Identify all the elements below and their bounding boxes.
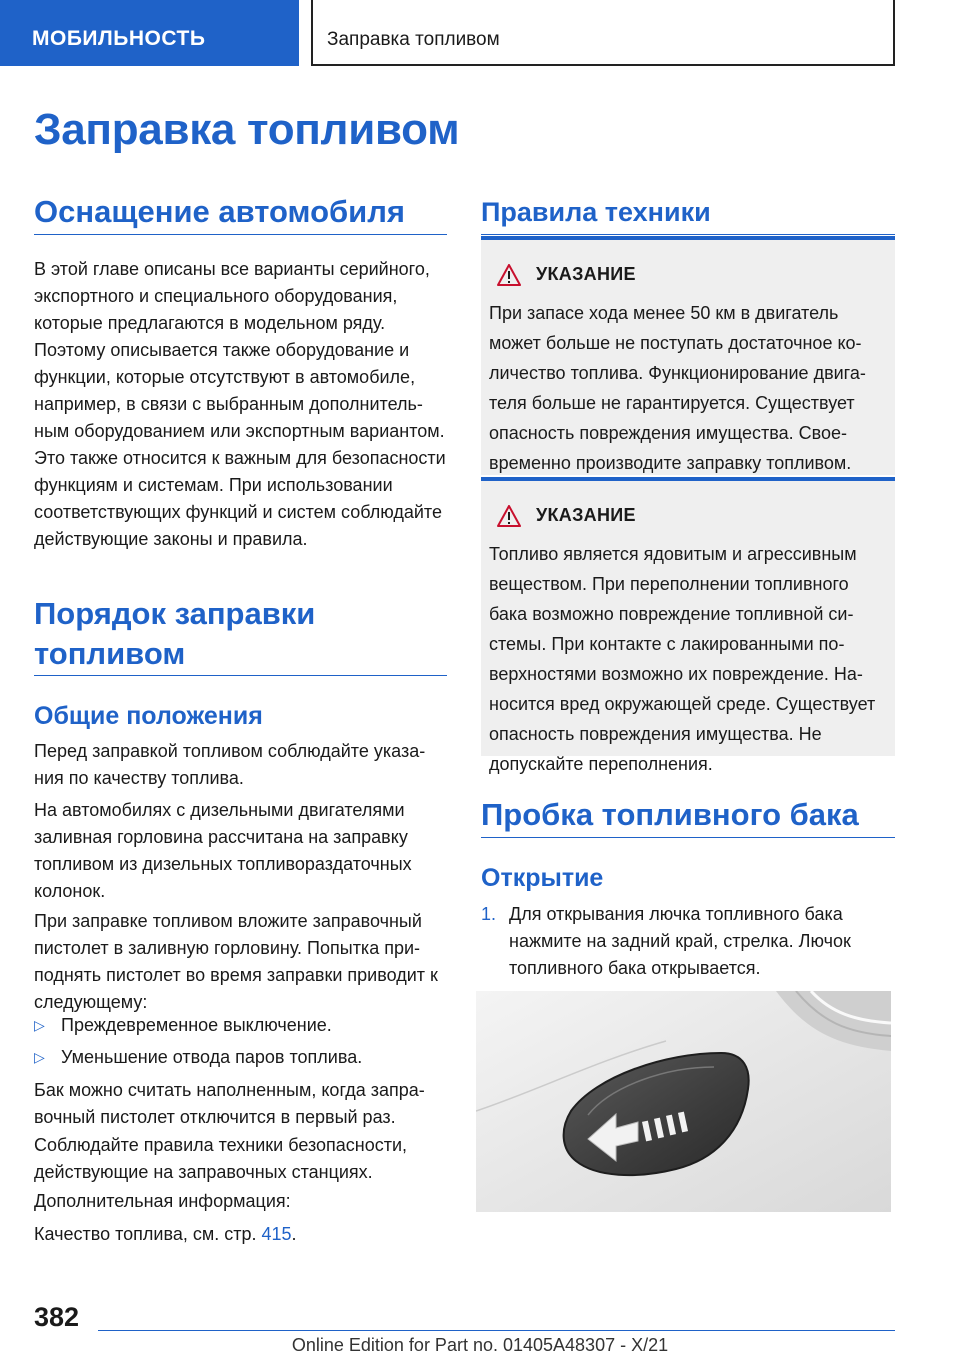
fuel-flap-illustration bbox=[476, 991, 891, 1212]
general-para-1: Перед заправкой топливом соблюдайте указания по качеству топлива. bbox=[34, 741, 426, 788]
fuel-cap-heading: Пробка топливного бака bbox=[481, 797, 859, 832]
general-para-2: На автомобилях с дизельными двигателями заливная горловина рассчитана на заправку топливом из дизельных топливораздаточных колонок. bbox=[34, 800, 412, 901]
general-para-5: Соблюдайте правила техники безопасности, действующие на заправочных станциях. bbox=[34, 1135, 408, 1182]
opening-heading: Открытие bbox=[481, 864, 604, 892]
equipment-heading: Оснащение автомобиля bbox=[34, 194, 405, 229]
triangle-right-icon: ▷ bbox=[34, 1017, 45, 1033]
procedure-heading: Порядок заправки топливом bbox=[34, 596, 316, 671]
warning-header-2 bbox=[489, 503, 887, 531]
equipment-text: В этой главе описаны все варианты серийного, экспортного и специального оборудования, которые предлагаются в модельном ряду. Поэтому описывается также оборудование и функции, которые отсутствуют в автомобиле, например, в связи с выбранным дополнительным оборудованием или экспортным вариантом. Это также относится к важным для безопасности функциям и системам. При использовании соответствующих функций и систем соблюдайте действующие законы и правила. bbox=[34, 259, 446, 549]
header-chapter-box: Заправка топливом bbox=[311, 0, 895, 66]
page-number: 382 bbox=[34, 1302, 80, 1332]
warning-title-1: УКАЗАНИЕ bbox=[536, 264, 636, 284]
procedure-heading-rule bbox=[34, 675, 447, 676]
safety-heading: Правила техники bbox=[481, 197, 711, 227]
warning-triangle-icon bbox=[497, 505, 521, 527]
general-para-4: Бак можно считать наполненным, когда заправочный пистолет отключится в первый раз. bbox=[34, 1080, 425, 1127]
page-title: Заправка топливом bbox=[34, 105, 460, 154]
warning-text-2: Топливо является ядовитым и агрессивным веществом. При переполнении топливного бака возможно повреждение топливной системы. При контакте с лакированными поверхностями возможно их повреждение. Наносится вред окружающей среде. Существует опасность повреждения имущества. Не допускайте переполнения. bbox=[489, 544, 876, 774]
warning-triangle-icon bbox=[497, 264, 521, 286]
equipment-heading-rule bbox=[34, 234, 447, 235]
fuel-quality-ref-suffix: . bbox=[291, 1224, 297, 1244]
fuel-quality-page-link[interactable]: 415 bbox=[261, 1224, 292, 1244]
footer-edition: Online Edition for Part no. 01405A48307 - X/21 bbox=[291, 1335, 669, 1355]
footer-rule bbox=[98, 1330, 895, 1331]
step-text-1: Для открывания лючка топливного бака нажмите на задний край, стрелка. Лючок топливного бака открывается. bbox=[509, 904, 851, 978]
general-heading: Общие положения bbox=[34, 702, 263, 730]
step-number-1: 1. bbox=[481, 904, 497, 924]
fuel-cap-heading-rule bbox=[481, 837, 895, 838]
general-para-7 bbox=[34, 1221, 447, 1248]
bullet-text-1: Преждевременное выключение. bbox=[61, 1015, 332, 1035]
warning-box-1 bbox=[481, 236, 895, 475]
triangle-right-icon: ▷ bbox=[34, 1049, 45, 1065]
warning-header-1 bbox=[489, 262, 887, 290]
general-para-6: Дополнительная информация: bbox=[34, 1191, 291, 1211]
fuel-quality-ref-text: Качество топлива, см. стр. bbox=[34, 1224, 262, 1244]
warning-title-2: УКАЗАНИЕ bbox=[536, 505, 636, 525]
warning-box-2 bbox=[481, 477, 895, 774]
safety-heading-rule bbox=[481, 234, 895, 235]
header-section-tab: МОБИЛЬНОСТЬ bbox=[0, 0, 299, 66]
bullet-text-2: Уменьшение отвода паров топлива. bbox=[61, 1047, 363, 1067]
warning-text-1: При запасе хода менее 50 км в двигатель может больше не поступать достаточное количество топлива. Функционирование двигателя больше не гарантируется. Существует опасность повреждения имущества. Своевременно производите заправку топливом. bbox=[489, 303, 866, 473]
general-para-3: При заправке топливом вложите заправочный пистолет в заливную горловину. Попытка приподнять пистолет во время заправки приводит к следующему: bbox=[34, 911, 438, 1012]
